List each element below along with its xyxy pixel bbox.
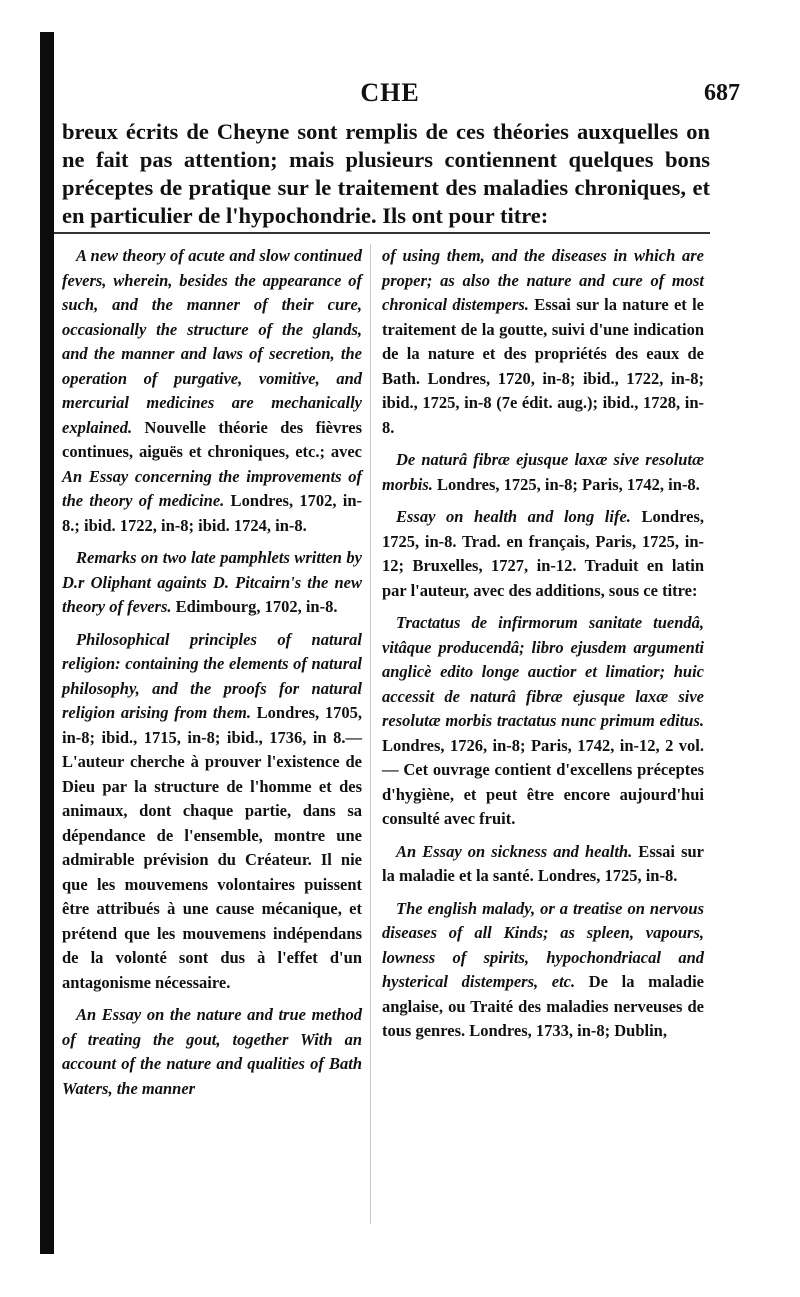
entry-gout-continued: [382, 244, 704, 440]
entry-natura-fibrae: [382, 448, 704, 497]
entry-gout: [62, 1003, 362, 1101]
intro-paragraph: [62, 118, 710, 230]
entry-title: An Essay concerning the improvements of the theory of medicine.: [62, 466, 362, 510]
entry-philosophical-principles: [62, 628, 362, 996]
column-divider: [370, 244, 371, 1224]
entry-fevers: [62, 244, 362, 538]
entry-english-malady: [382, 897, 704, 1044]
entry-health-long-life: [382, 505, 704, 603]
entry-body: Essai sur la nature et le traitement de la goutte, suivi d'une indication de la nature et des propriétés des eaux de Bath. Londres, 1720, in-8; ibid., 1722, in-8; ibid., 1725, in-8 (7e édit. aug.); ibid., 1728, in-8.: [382, 295, 704, 437]
entry-title: of using them, and the diseases in which are proper; as also the nature and cure of most chronical distempers.: [382, 246, 704, 314]
entry-body: De la maladie anglaise, ou Traité des maladies nerveuses de tous genres. Londres, 1733, in-8; Dublin,: [382, 972, 704, 1040]
entry-title: The english malady, or a treatise on nervous diseases of all Kinds; as spleen, vapours, lowness of spirits, hypochondriacal and hysterical distempers, etc.: [382, 898, 704, 991]
entry-title: A new theory of acute and slow continued fevers, wherein, besides the appearance of such, and the manner of their cure, occasionally the structure of the glands, and the manner and laws of secretion, the operation of purgative, vomitive, and mercurial medicines are mechanically explained.: [62, 246, 362, 437]
page-number: 687: [704, 80, 740, 106]
entry-body: Edimbourg, 1702, in-8.: [171, 597, 338, 616]
section-rule: [54, 232, 710, 234]
entry-title: Tractatus de infirmorum sanitate tuendâ, vitâque producendâ; libro ejusdem argumenti anglicè edito longe auctior et limatior; huic accessit de naturâ fibræ ejusque laxæ sive resolutæ morbis tractatus nunc primum editus.: [382, 613, 704, 730]
entry-tractatus: [382, 611, 704, 832]
entry-body: Londres, 1726, in-8; Paris, 1742, in-12, 2 vol. — Cet ouvrage contient d'excellens préceptes d'hygiène, et peut être encore aujourd'hui consulté avec fruit.: [382, 735, 704, 828]
entry-body: Londres, 1725, in-8; Paris, 1742, in-8.: [432, 474, 700, 494]
left-column: [62, 244, 362, 1109]
entry-body: Londres, 1705, in-8; ibid., 1715, in-8; ibid., 1736, in 8.—L'auteur cherche à prouver l'existence de Dieu par la structure de l'homme et des animaux, dont chaque partie, dans sa dépendance de l'ensemble, montre une admirable prévision du Créateur. Il nie que les mouvemens volontaires puissent être attribués à une cause mécanique, et prétend que les mouvemens indépendans de la volonté sont dus à l'effet d'un antagonisme nécessaire.: [62, 703, 362, 992]
entry-body: Londres, 1702, in-8.; ibid. 1722, in-8; ibid. 1724, in-8.: [62, 491, 363, 535]
entry-body: Essai sur la maladie et la santé. Londres, 1725, in-8.: [382, 841, 704, 885]
entry-body: Londres, 1725, in-8. Trad. en français, Paris, 1725, in-12; Bruxelles, 1727, in-12. Traduit en latin par l'auteur, avec des additions, sous ce titre:: [382, 507, 704, 600]
book-spine-shadow: [40, 32, 54, 1254]
running-title: CHE: [360, 78, 420, 107]
entry-remarks: [62, 546, 362, 620]
entry-body: Nouvelle théorie des fièvres continues, aiguës et chroniques, etc.; avec: [62, 417, 363, 461]
entry-title: Philosophical principles of natural religion: containing the elements of natural philosophy, and the proofs for natural religion arising from them.: [62, 629, 362, 722]
entry-title: Remarks on two late pamphlets written by D.r Oliphant againts D. Pitcairn's the new theory of fevers.: [62, 548, 362, 616]
intro-text: breux écrits de Cheyne sont remplis de ces théories auxquelles on ne fait pas attention; mais plusieurs contiennent quelques bons préceptes de pratique sur le traitement des maladies chroniques, et en particulier de l'hypochondrie. Ils ont pour titre:: [62, 119, 710, 228]
running-head: [0, 78, 800, 112]
entry-title: An Essay on the nature and true method of treating the gout, together With an account of the nature and qualities of Bath Waters, the manner: [62, 1005, 362, 1098]
entry-sickness-health: [382, 840, 704, 889]
entry-title: An Essay on sickness and health.: [396, 841, 633, 861]
right-column: [382, 244, 704, 1052]
entry-title: Essay on health and long life.: [396, 507, 631, 526]
entry-title: De naturâ fibræ ejusque laxæ sive resolutæ morbis.: [382, 450, 704, 494]
